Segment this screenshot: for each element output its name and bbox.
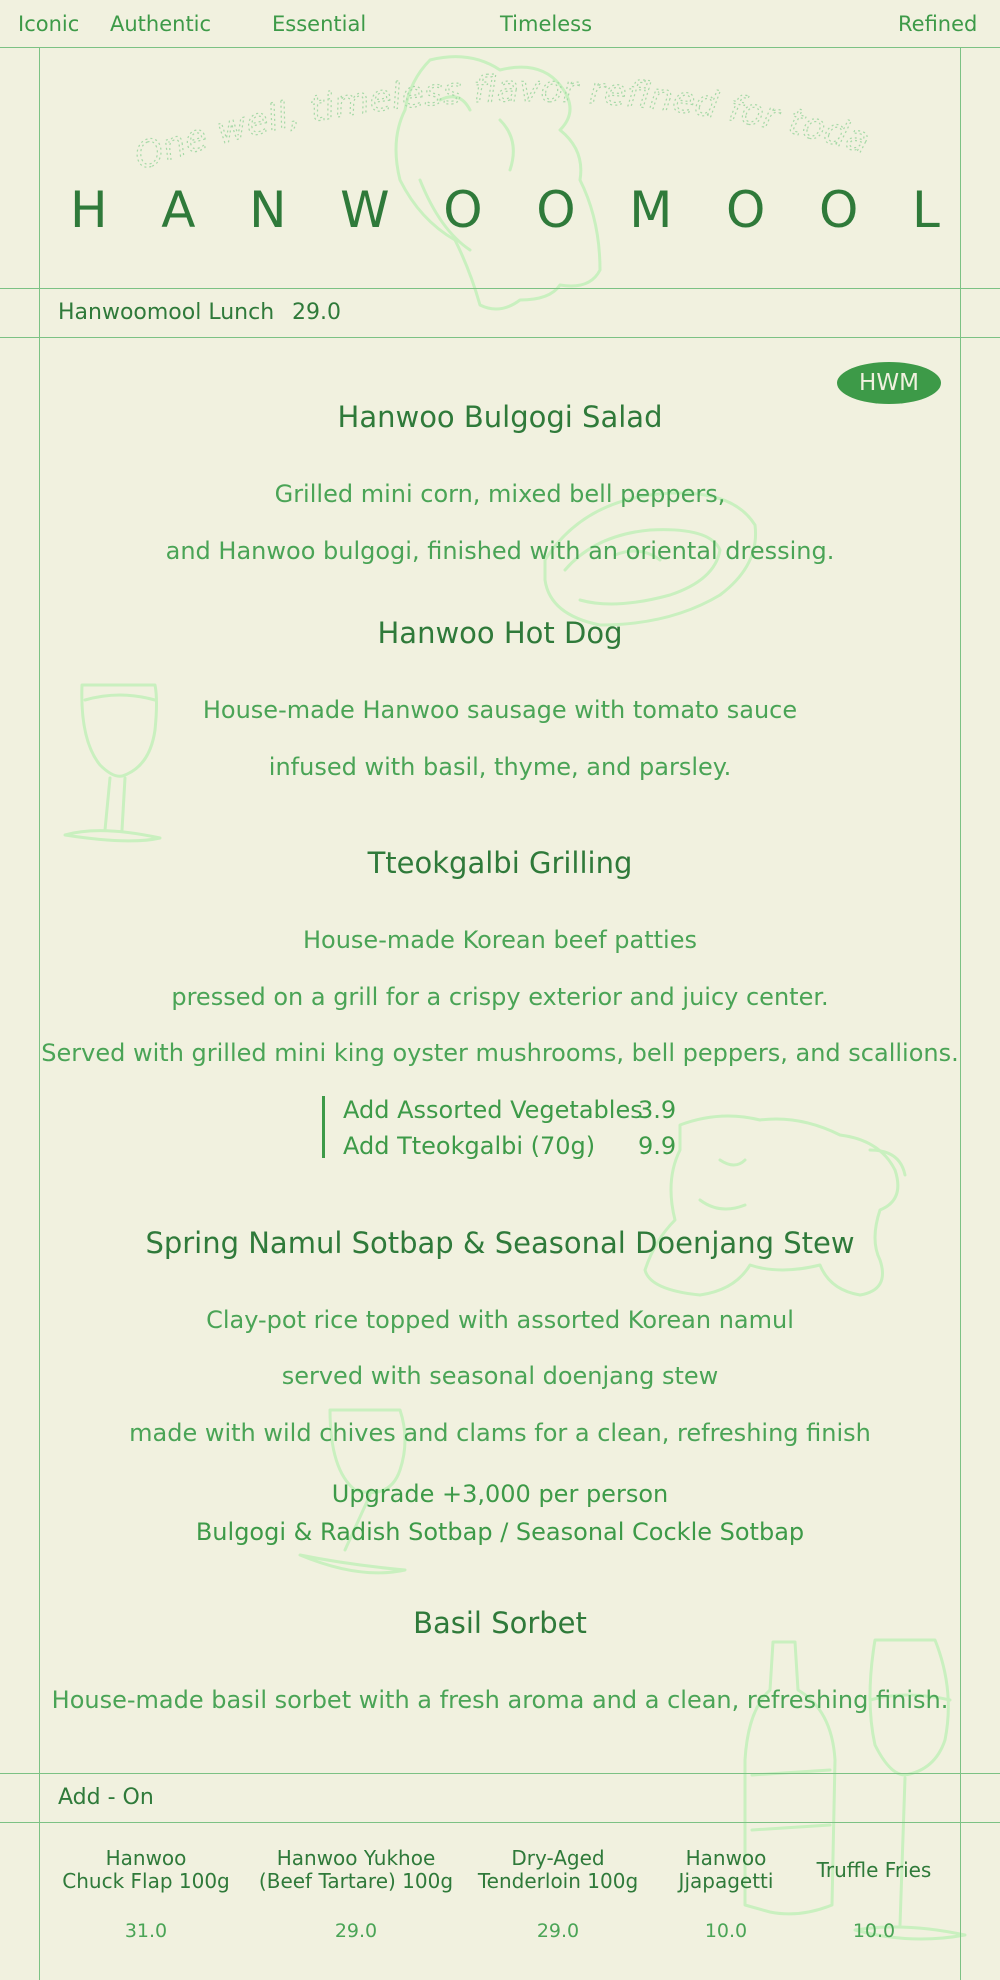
dish-description-line: pressed on a grill for a crispy exterior and juicy center. [171,983,829,1011]
brand-letter: O [819,181,859,239]
addon-item-name-line: Jjapagetti [678,1869,774,1893]
divider [0,1822,1000,1823]
dish-description-line: House-made basil sorbet with a fresh aroma and a clean, refreshing finish. [51,1686,949,1714]
tagline-nav [0,12,1000,38]
dish-description-line: and Hanwoo bulgogi, finished with an oriental dressing. [165,537,835,565]
addon-item [256,1846,456,1942]
tagline-item: Essential [272,12,367,36]
addon-item-name-line: Hanwoo [685,1846,767,1870]
brand-letter: W [340,181,390,239]
dish-description-line: Served with grilled mini king oyster mushrooms, bell peppers, and scallions. [41,1039,959,1067]
tagline-item: Iconic [18,12,80,36]
dish-description-line: served with seasonal doenjang stew [281,1362,719,1390]
divider [0,337,1000,338]
divider [0,47,1000,48]
tagline-item: Refined [898,12,978,36]
brand-letter: O [536,181,576,239]
addon-item-name-line: Chuck Flap 100g [62,1869,230,1893]
divider [960,47,961,1980]
dish-addons [322,1096,745,1158]
addon-name: Add Assorted Vegetables [343,1096,643,1124]
brand-letter: H [70,181,108,239]
dish-description-line: Clay-pot rice topped with assorted Korean namul [206,1306,794,1334]
svg-text:One well, timeless flavor refi [0,60,874,178]
addon-item-price: 10.0 [852,1920,896,1942]
addon-item-name-line: Truffle Fries [816,1857,932,1882]
addon-item-name-line: Tenderloin 100g [477,1869,639,1893]
dish-title: Spring Namul Sotbap & Seasonal Doenjang Stew [145,1226,855,1260]
brand-letter: N [249,181,287,239]
addon-item [774,1846,974,1942]
dish-description-line: House-made Korean beef patties [302,926,697,954]
addon-item-name [256,1846,456,1894]
brand-letter: L [912,181,940,239]
dish-title: Basil Sorbet [413,1606,587,1640]
addon-item-name-line: Hanwoo [105,1846,187,1870]
addon-section-label: Add - On [58,1785,154,1810]
brand-letter: O [443,181,483,239]
hwm-badge: HWM [837,362,941,404]
tagline-item: Timeless [500,12,593,36]
addon-item-price: 10.0 [704,1920,748,1942]
brand-letter: M [629,181,673,239]
addon-item-name [774,1846,974,1894]
divider [0,288,1000,289]
course-price: 29.0 [292,300,341,325]
addon-item-price: 29.0 [334,1920,378,1942]
upgrade-options: Bulgogi & Radish Sotbap / Seasonal Cockle Sotbap [195,1518,805,1546]
addon-item-price: 29.0 [536,1920,580,1942]
addon-item-name-line: Hanwoo Yukhoe [276,1846,436,1870]
divider [0,1773,1000,1774]
addon-item-name-line: (Beef Tartare) 100g [258,1869,454,1893]
addon-price: 3.9 [638,1096,677,1124]
slogan-text: One well, timeless flavor refined for toda [129,68,875,179]
dish-description-line: infused with basil, thyme, and parsley. [268,753,732,781]
dish-description-line: Grilled mini corn, mixed bell peppers, [274,480,726,508]
brand-title [70,180,940,240]
brand-letter: O [726,181,766,239]
course-name: Hanwoomool Lunch [58,300,275,325]
dish-description-line: House-made Hanwoo sausage with tomato sauce [202,696,798,724]
addon-item-name [46,1846,246,1894]
dish-description-line: made with wild chives and clams for a clean, refreshing finish [129,1419,871,1447]
brand-letter: A [161,181,196,239]
dish-title: Hanwoo Bulgogi Salad [337,400,663,434]
wine-glass-bottom-illustration-icon [855,1640,965,1939]
upgrade-line: Upgrade +3,000 per person [331,1480,669,1508]
addon-name: Add Tteokgalbi (70g) [343,1132,596,1160]
addon-item [46,1846,246,1942]
addon-item-name-line: Dry-Aged [511,1846,605,1870]
addon-item-price: 31.0 [124,1920,168,1942]
dish-title: Hanwoo Hot Dog [377,616,623,650]
tagline-item: Authentic [110,12,212,36]
addon-price: 9.9 [638,1132,677,1160]
dish-title: Tteokgalbi Grilling [367,846,633,880]
